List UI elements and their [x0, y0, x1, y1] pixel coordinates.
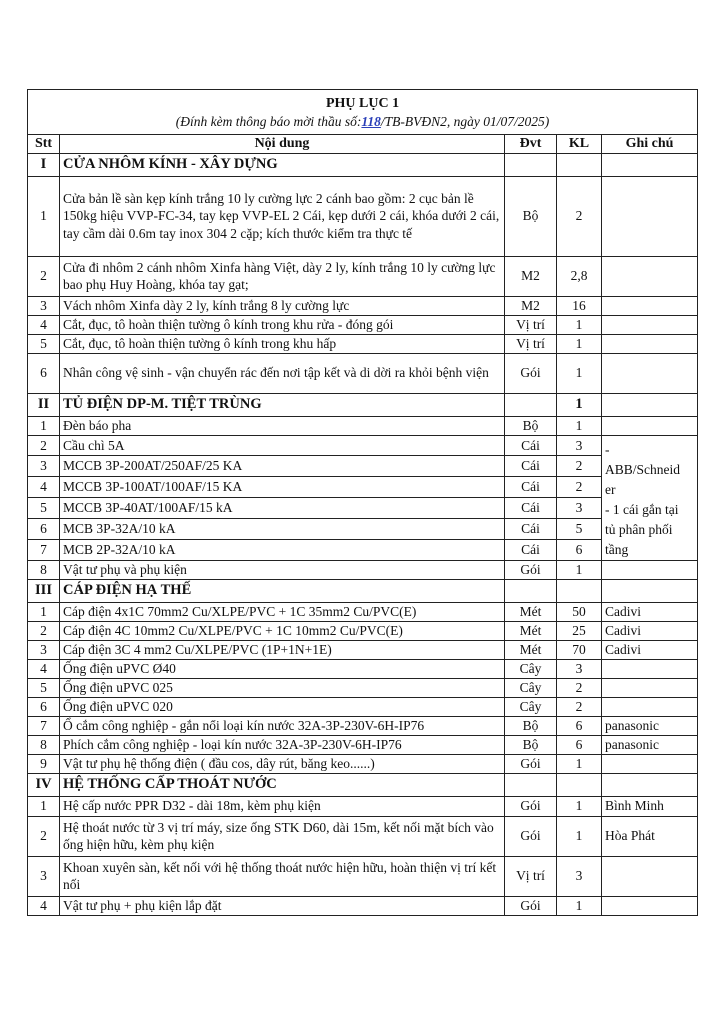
- cell-qty: 1: [557, 896, 602, 915]
- cell-stt: 3: [28, 856, 60, 896]
- appendix-table: [27, 89, 698, 916]
- cell-qty: 1: [557, 353, 602, 393]
- cell-note: [602, 560, 698, 579]
- document-title: PHỤ LỤC 1: [325, 96, 400, 111]
- section-row: [28, 579, 698, 602]
- cell-content: CÁP ĐIỆN HẠ THẾ: [60, 579, 505, 602]
- cell-unit: Gói: [505, 896, 557, 915]
- cell-qty: 5: [557, 518, 602, 539]
- table-row: [28, 560, 698, 579]
- table-row: [28, 456, 698, 477]
- cell-qty: 2: [557, 456, 602, 477]
- cell-stt: 2: [28, 621, 60, 640]
- table-row: [28, 497, 698, 518]
- note-line: -: [605, 441, 610, 457]
- cell-note: [602, 334, 698, 353]
- cell-stt: 7: [28, 539, 60, 560]
- cell-unit: Bộ: [505, 716, 557, 735]
- table-row: [28, 716, 698, 735]
- cell-qty: 3: [557, 659, 602, 678]
- cell-content: Vật tư phụ hệ thống điện ( đầu cos, dây rút, băng keo......): [60, 754, 505, 773]
- table-row: [28, 659, 698, 678]
- note-line: - 1 cái gắn tại: [605, 501, 679, 517]
- table-row: [28, 539, 698, 560]
- cell-content: MCB 3P-32A/10 kA: [60, 518, 505, 539]
- cell-note: [602, 678, 698, 697]
- document-header: [28, 90, 698, 135]
- cell-qty: [557, 153, 602, 176]
- cell-content: Vật tư phụ + phụ kiện lắp đặt: [60, 896, 505, 915]
- cell-stt: IV: [28, 773, 60, 796]
- cell-qty: 1: [557, 416, 602, 435]
- cell-content: Ống điện uPVC 025: [60, 678, 505, 697]
- subtitle-suffix: /TB-BVĐN2, ngày 01/07/2025): [380, 114, 550, 129]
- table-row: [28, 334, 698, 353]
- table-row: [28, 678, 698, 697]
- cell-note: [602, 773, 698, 796]
- cell-stt: 5: [28, 334, 60, 353]
- cell-note: Bình Minh: [602, 796, 698, 816]
- cell-qty: 6: [557, 735, 602, 754]
- table-row: [28, 816, 698, 856]
- cell-unit: Bộ: [505, 416, 557, 435]
- cell-qty: 1: [557, 393, 602, 416]
- cell-qty: 1: [557, 754, 602, 773]
- cell-unit: Bộ: [505, 735, 557, 754]
- section-row: [28, 393, 698, 416]
- cell-note: [602, 697, 698, 716]
- cell-content: MCB 2P-32A/10 kA: [60, 539, 505, 560]
- cell-content: Cáp điện 4C 10mm2 Cu/XLPE/PVC + 1C 10mm2 Cu/PVC(E): [60, 621, 505, 640]
- cell-note: Cadivi: [602, 621, 698, 640]
- cell-content: Ổ cắm công nghiệp - gắn nổi loại kín nước 32A-3P-230V-6H-IP76: [60, 716, 505, 735]
- column-header-content: Nội dung: [60, 135, 505, 154]
- cell-qty: [557, 773, 602, 796]
- table-row: [28, 735, 698, 754]
- cell-stt: 5: [28, 678, 60, 697]
- cell-note: Cadivi: [602, 640, 698, 659]
- cell-content: Cáp điện 3C 4 mm2 Cu/XLPE/PVC (1P+1N+1E): [60, 640, 505, 659]
- cell-qty: [557, 579, 602, 602]
- cell-content: Cầu chì 5A: [60, 435, 505, 456]
- table-row: [28, 640, 698, 659]
- cell-qty: 2: [557, 477, 602, 498]
- cell-qty: 2: [557, 176, 602, 256]
- cell-stt: II: [28, 393, 60, 416]
- cell-unit: M2: [505, 256, 557, 296]
- cell-note: Cadivi: [602, 602, 698, 621]
- cell-content: Vật tư phụ và phụ kiện: [60, 560, 505, 579]
- cell-unit: [505, 393, 557, 416]
- cell-unit: Gói: [505, 754, 557, 773]
- cell-qty: 1: [557, 816, 602, 856]
- cell-content: Vách nhôm Xinfa dày 2 ly, kính trắng 8 ly cường lực: [60, 296, 505, 315]
- cell-unit: [505, 579, 557, 602]
- table-row: [28, 353, 698, 393]
- cell-note: [602, 296, 698, 315]
- cell-qty: 2: [557, 697, 602, 716]
- cell-unit: Gói: [505, 353, 557, 393]
- cell-stt: 5: [28, 497, 60, 518]
- cell-stt: 2: [28, 435, 60, 456]
- cell-qty: 2,8: [557, 256, 602, 296]
- cell-content: Đèn báo pha: [60, 416, 505, 435]
- cell-stt: 2: [28, 256, 60, 296]
- cell-content: MCCB 3P-100AT/100AF/15 KA: [60, 477, 505, 498]
- cell-qty: 6: [557, 716, 602, 735]
- cell-note: [602, 256, 698, 296]
- cell-unit: Gói: [505, 816, 557, 856]
- cell-stt: I: [28, 153, 60, 176]
- cell-stt: 3: [28, 296, 60, 315]
- cell-unit: Cái: [505, 456, 557, 477]
- column-header-stt: Stt: [28, 135, 60, 154]
- cell-stt: 4: [28, 477, 60, 498]
- cell-unit: Cây: [505, 697, 557, 716]
- cell-qty: 1: [557, 560, 602, 579]
- cell-unit: Vị trí: [505, 856, 557, 896]
- cell-stt: 8: [28, 735, 60, 754]
- cell-note: [602, 579, 698, 602]
- cell-stt: 4: [28, 659, 60, 678]
- cell-unit: Cái: [505, 539, 557, 560]
- cell-qty: 1: [557, 796, 602, 816]
- cell-qty: 70: [557, 640, 602, 659]
- table-row: [28, 256, 698, 296]
- cell-note: panasonic: [602, 716, 698, 735]
- cell-content: Phích cắm công nghiệp - loại kín nước 32A-3P-230V-6H-IP76: [60, 735, 505, 754]
- cell-stt: 6: [28, 353, 60, 393]
- table-row: [28, 477, 698, 498]
- cell-unit: Vị trí: [505, 334, 557, 353]
- cell-note: [602, 659, 698, 678]
- table-row: [28, 796, 698, 816]
- cell-note: [602, 153, 698, 176]
- cell-note: [602, 353, 698, 393]
- cell-stt: 1: [28, 796, 60, 816]
- cell-stt: 1: [28, 602, 60, 621]
- cell-stt: 3: [28, 456, 60, 477]
- cell-qty: 50: [557, 602, 602, 621]
- cell-note: [602, 754, 698, 773]
- cell-qty: 1: [557, 315, 602, 334]
- note-line: ABB/Schneid: [605, 461, 681, 477]
- cell-unit: M2: [505, 296, 557, 315]
- cell-content: MCCB 3P-200AT/250AF/25 KA: [60, 456, 505, 477]
- cell-unit: Mét: [505, 602, 557, 621]
- cell-content: Hệ thoát nước từ 3 vị trí máy, size ống STK D60, dài 15m, kết nối mặt bích vào ống hiện hữu, kèm phụ kiện: [60, 816, 505, 856]
- table-row: [28, 176, 698, 256]
- cell-content: Nhân công vệ sinh - vận chuyển rác đến nơi tập kết và di dời ra khỏi bệnh viện: [60, 353, 505, 393]
- cell-qty: 25: [557, 621, 602, 640]
- cell-note: Hòa Phát: [602, 816, 698, 856]
- table-row: [28, 315, 698, 334]
- cell-qty: 16: [557, 296, 602, 315]
- column-header-qty: KL: [557, 135, 602, 154]
- cell-content: CỬA NHÔM KÍNH - XÂY DỰNG: [60, 153, 505, 176]
- cell-content: Ống điện uPVC 020: [60, 697, 505, 716]
- table-row: [28, 518, 698, 539]
- cell-note: [602, 393, 698, 416]
- cell-content: Cửa đi nhôm 2 cánh nhôm Xinfa hàng Việt, dày 2 ly, kính trắng 10 ly cường lực bao phụ Huy Hoàng, khóa tay gạt;: [60, 256, 505, 296]
- cell-note: [602, 315, 698, 334]
- table-row: [28, 697, 698, 716]
- cell-unit: Cây: [505, 659, 557, 678]
- section-row: [28, 773, 698, 796]
- cell-content: Cắt, đục, tô hoàn thiện tường ô kính trong khu hấp: [60, 334, 505, 353]
- cell-qty: 1: [557, 334, 602, 353]
- cell-content: TỦ ĐIỆN DP-M. TIỆT TRÙNG: [60, 393, 505, 416]
- cell-stt: 3: [28, 640, 60, 659]
- cell-stt: III: [28, 579, 60, 602]
- cell-qty: 3: [557, 497, 602, 518]
- cell-unit: Cái: [505, 477, 557, 498]
- cell-unit: Bộ: [505, 176, 557, 256]
- cell-unit: Mét: [505, 621, 557, 640]
- cell-qty: 2: [557, 678, 602, 697]
- table-row: [28, 435, 698, 456]
- cell-unit: Mét: [505, 640, 557, 659]
- cell-note-merged: [602, 435, 698, 560]
- column-header-row: [28, 135, 698, 154]
- table-row: [28, 416, 698, 435]
- cell-stt: 6: [28, 518, 60, 539]
- section-row: [28, 153, 698, 176]
- cell-content: Hệ cấp nước PPR D32 - dài 18m, kèm phụ kiện: [60, 796, 505, 816]
- cell-stt: 6: [28, 697, 60, 716]
- column-header-note: Ghi chú: [602, 135, 698, 154]
- cell-content: HỆ THỐNG CẤP THOÁT NƯỚC: [60, 773, 505, 796]
- cell-stt: 1: [28, 176, 60, 256]
- cell-unit: Gói: [505, 796, 557, 816]
- cell-note: [602, 856, 698, 896]
- cell-qty: 3: [557, 856, 602, 896]
- cell-unit: [505, 773, 557, 796]
- cell-unit: Cái: [505, 497, 557, 518]
- column-header-unit: Đvt: [505, 135, 557, 154]
- table-row: [28, 896, 698, 915]
- header-row: [28, 90, 698, 135]
- cell-unit: Gói: [505, 560, 557, 579]
- cell-unit: Vị trí: [505, 315, 557, 334]
- note-line: tủ phân phối: [605, 521, 673, 537]
- cell-note: [602, 416, 698, 435]
- cell-unit: [505, 153, 557, 176]
- appendix-document: [27, 89, 697, 916]
- cell-content: Khoan xuyên sàn, kết nối với hệ thống thoát nước hiện hữu, hoàn thiện vị trí kết nối: [60, 856, 505, 896]
- cell-content: Cắt, đục, tô hoàn thiện tường ô kính trong khu rửa - đóng gói: [60, 315, 505, 334]
- cell-unit: Cây: [505, 678, 557, 697]
- cell-qty: 3: [557, 435, 602, 456]
- cell-stt: 7: [28, 716, 60, 735]
- cell-note: [602, 176, 698, 256]
- handwritten-number: 118: [361, 114, 381, 129]
- cell-content: Cáp điện 4x1C 70mm2 Cu/XLPE/PVC + 1C 35mm2 Cu/PVC(E): [60, 602, 505, 621]
- document-subtitle: [31, 113, 694, 131]
- subtitle-prefix: (Đính kèm thông báo mời thầu số:: [175, 114, 362, 129]
- cell-unit: Cái: [505, 435, 557, 456]
- note-line: tầng: [605, 541, 629, 557]
- table-row: [28, 754, 698, 773]
- table-row: [28, 856, 698, 896]
- cell-note: panasonic: [602, 735, 698, 754]
- cell-stt: 4: [28, 896, 60, 915]
- table-row: [28, 621, 698, 640]
- cell-stt: 4: [28, 315, 60, 334]
- cell-unit: Cái: [505, 518, 557, 539]
- cell-note: [602, 896, 698, 915]
- cell-content: Cửa bản lề sàn kẹp kính trắng 10 ly cường lực 2 cánh bao gồm: 2 cục bản lề 150kg hiệu VVP-FC-34, tay kẹp VVP-EL 2 Cái, kẹp dưới 2 cái, khóa dưới 2 cái, tay cầm dài 0.6m tay inox 304 2 cặp; kích thước kiểm tra thực tế: [60, 176, 505, 256]
- cell-qty: 6: [557, 539, 602, 560]
- table-row: [28, 296, 698, 315]
- table-row: [28, 602, 698, 621]
- note-line: er: [605, 481, 616, 497]
- cell-stt: 2: [28, 816, 60, 856]
- cell-stt: 1: [28, 416, 60, 435]
- cell-content: MCCB 3P-40AT/100AF/15 kA: [60, 497, 505, 518]
- cell-stt: 9: [28, 754, 60, 773]
- cell-stt: 8: [28, 560, 60, 579]
- cell-content: Ống điện uPVC Ø40: [60, 659, 505, 678]
